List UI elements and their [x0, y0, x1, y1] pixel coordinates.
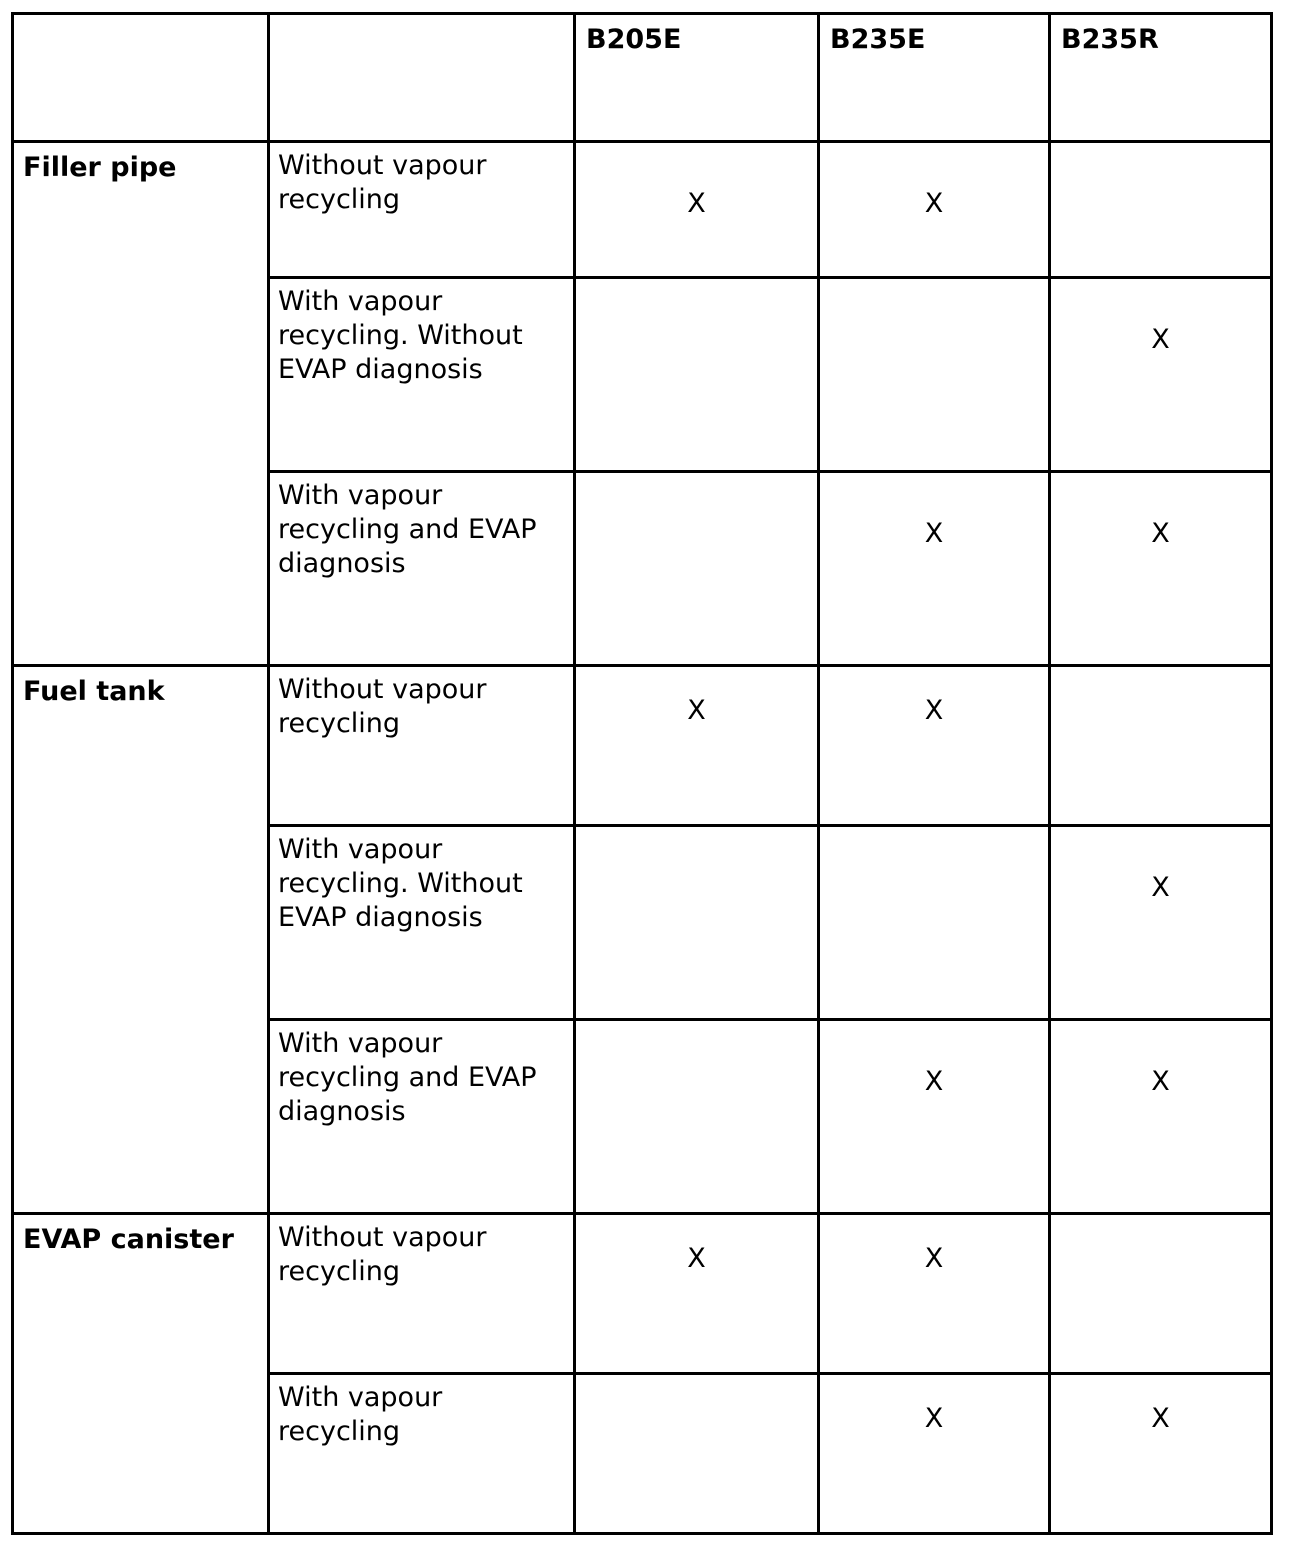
value-cell: X [575, 666, 819, 826]
value-cell: X [575, 1214, 819, 1374]
value-cell [575, 1374, 819, 1534]
value-cell [1050, 1214, 1272, 1374]
condition-cell: With vapour recycling and EVAP diagnosis [269, 472, 575, 666]
condition-cell: Without vapour recycling [269, 142, 575, 278]
value-cell [575, 472, 819, 666]
header-cell-b205e: B205E [575, 14, 819, 142]
value-cell [819, 278, 1050, 472]
condition-cell: With vapour recycling and EVAP diagnosis [269, 1020, 575, 1214]
value-cell: X [1050, 1374, 1272, 1534]
group-label-fuel-tank: Fuel tank [13, 666, 269, 1214]
condition-cell: Without vapour recycling [269, 1214, 575, 1374]
value-cell [1050, 666, 1272, 826]
value-cell: X [819, 666, 1050, 826]
condition-cell: With vapour recycling. Without EVAP diagnosis [269, 826, 575, 1020]
condition-cell: With vapour recycling [269, 1374, 575, 1534]
value-cell [819, 826, 1050, 1020]
value-cell: X [1050, 472, 1272, 666]
header-cell-empty-1 [13, 14, 269, 142]
value-cell: X [819, 472, 1050, 666]
value-cell [575, 278, 819, 472]
group-label-evap-canister: EVAP canister [13, 1214, 269, 1534]
value-cell: X [1050, 1020, 1272, 1214]
value-cell [575, 1020, 819, 1214]
value-cell: X [819, 1374, 1050, 1534]
value-cell: X [819, 1020, 1050, 1214]
value-cell: X [819, 1214, 1050, 1374]
header-row [13, 14, 1272, 142]
value-cell: X [1050, 826, 1272, 1020]
header-cell-empty-2 [269, 14, 575, 142]
engine-variant-table [11, 12, 1273, 1535]
value-cell [1050, 142, 1272, 278]
condition-cell: With vapour recycling. Without EVAP diagnosis [269, 278, 575, 472]
table-row [13, 142, 1272, 278]
value-cell: X [575, 142, 819, 278]
condition-cell: Without vapour recycling [269, 666, 575, 826]
value-cell: X [1050, 278, 1272, 472]
table-row [13, 1214, 1272, 1374]
table-row [13, 666, 1272, 826]
header-cell-b235r: B235R [1050, 14, 1272, 142]
header-cell-b235e: B235E [819, 14, 1050, 142]
value-cell [575, 826, 819, 1020]
value-cell: X [819, 142, 1050, 278]
group-label-filler-pipe: Filler pipe [13, 142, 269, 666]
